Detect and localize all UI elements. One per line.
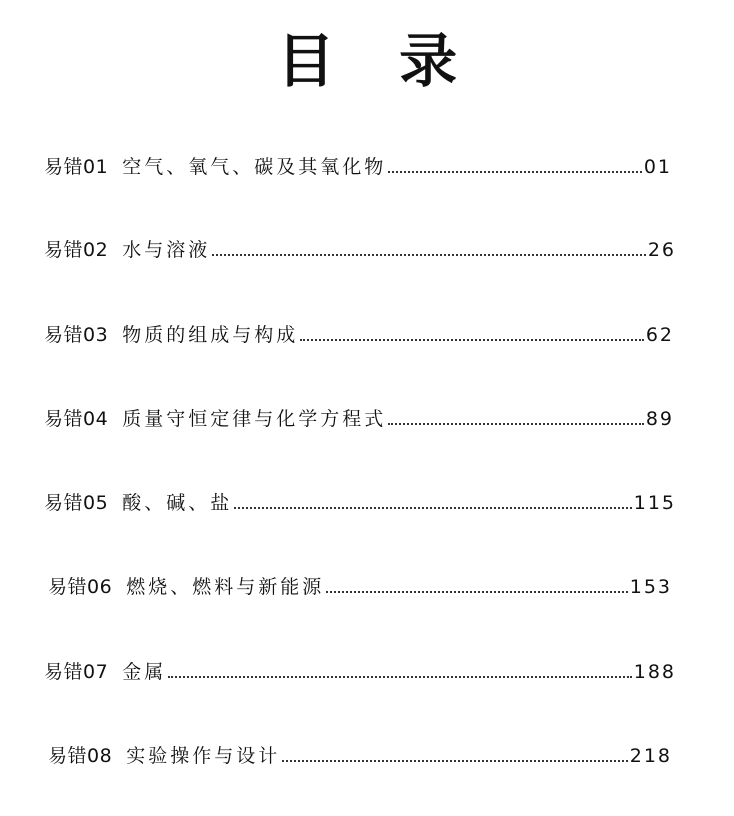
entry-topic: 空气、氧气、碳及其氧化物 xyxy=(122,156,387,178)
entry-page-number: 188 xyxy=(633,661,676,683)
dot-leader xyxy=(326,591,628,593)
dot-leader xyxy=(212,254,646,256)
toc-entry[interactable] xyxy=(44,657,676,687)
entry-topic: 物质的组成与构成 xyxy=(122,324,299,346)
dot-leader xyxy=(300,339,644,341)
entry-topic: 质量守恒定律与化学方程式 xyxy=(122,408,387,430)
entry-topic: 实验操作与设计 xyxy=(126,745,281,767)
entry-code: 易错06 xyxy=(48,576,113,598)
dot-leader xyxy=(168,676,632,678)
dot-leader xyxy=(282,760,628,762)
entry-code: 易错08 xyxy=(48,745,113,767)
entry-code: 易错03 xyxy=(44,324,109,346)
dot-leader xyxy=(388,423,644,425)
dot-leader xyxy=(388,171,642,173)
entry-page-number: 153 xyxy=(629,576,672,598)
entry-code: 易错04 xyxy=(44,408,109,430)
toc-entry[interactable] xyxy=(44,404,674,434)
entry-page-number: 62 xyxy=(645,324,674,346)
toc-entry[interactable] xyxy=(44,152,672,182)
entry-topic: 水与溶液 xyxy=(122,239,211,261)
entry-page-number: 26 xyxy=(647,239,676,261)
entry-code: 易错05 xyxy=(44,492,109,514)
toc-entry[interactable] xyxy=(48,741,672,771)
entry-page-number: 115 xyxy=(633,492,676,514)
entry-topic: 金属 xyxy=(122,661,167,683)
toc-entry[interactable] xyxy=(44,235,676,265)
dot-leader xyxy=(234,507,632,509)
toc-title: 目 录 xyxy=(276,27,480,95)
toc-entry[interactable] xyxy=(48,572,672,602)
toc-entry[interactable] xyxy=(44,488,676,518)
entry-topic: 酸、碱、盐 xyxy=(122,492,233,514)
entry-page-number: 01 xyxy=(643,156,672,178)
entry-page-number: 89 xyxy=(645,408,674,430)
entry-code: 易错07 xyxy=(44,661,109,683)
entry-page-number: 218 xyxy=(629,745,672,767)
entry-topic: 燃烧、燃料与新能源 xyxy=(126,576,325,598)
toc-entry[interactable] xyxy=(44,320,674,350)
entry-code: 易错02 xyxy=(44,239,109,261)
entry-code: 易错01 xyxy=(44,156,109,178)
